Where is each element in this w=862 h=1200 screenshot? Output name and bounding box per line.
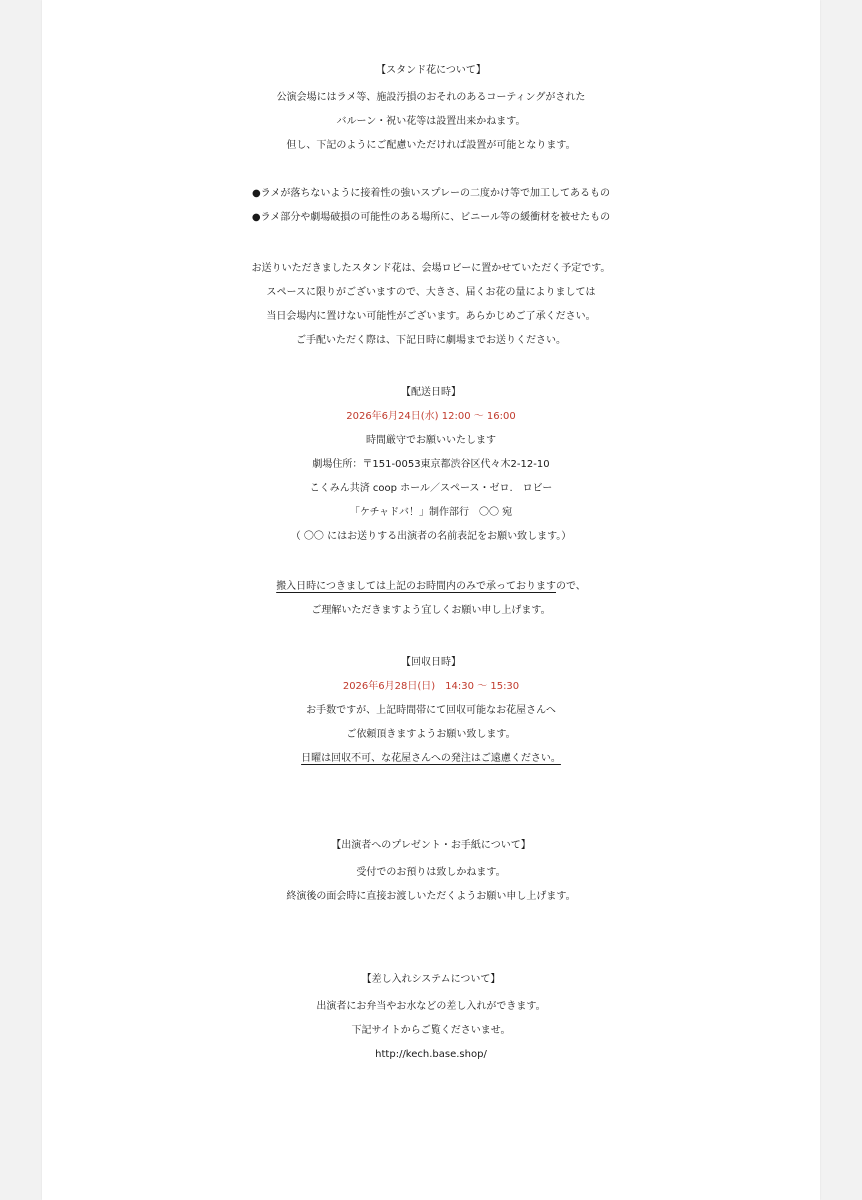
delivery-venue: こくみん共済 coop ホール／スペース・ゼロ. ロビー [309,483,553,494]
gifts-line: 終演後の面会時に直接お渡しいただくようお願い申し上げます。 [286,891,576,902]
stand-flowers-title: 【スタンド花について】 [376,65,486,76]
condition-item: ●ラメ部分や劇場破損の可能性のある場所に、ビニール等の緩衝材を被せたもの [251,212,611,223]
collection-line: お手数ですが、上記時間帯にて回収可能なお花屋さんへ [306,705,556,716]
sashiire-title: 【差し入れシステムについて】 [361,974,501,985]
notice-line: お送りいただきましたスタンド花は、会場ロビーに置かせていただく予定です。 [251,263,611,274]
condition-item: ●ラメが落ちないように接着性の強いスプレーの二度かけ等で加工してあるもの [251,188,611,199]
delivery-line: 時間厳守でお願いいたします [366,435,496,446]
carry-in-tail: ので、 [556,581,586,592]
notice-line: 当日会場内に置けない可能性がございます。あらかじめご了承ください。 [266,311,596,322]
stand-flowers-intro-line: 但し、下記のようにご配慮いただければ設置が可能となります。 [286,140,576,151]
notice-line: スペースに限りがございますので、大きさ、届くお花の量によりましては [266,287,596,298]
sashiire-url[interactable]: http://kech.base.shop/ [375,1049,487,1060]
collection-warning [42,747,820,771]
notice-line: ご手配いただく際は、下記日時に劇場までお送りください。 [296,335,566,346]
sashiire-line: 下記サイトからご覧くださいませ。 [351,1025,511,1036]
delivery-address: 劇場住所：〒151-0053東京都渋谷区代々木2-12-10 [312,459,550,470]
document-page [42,0,820,1200]
collection-heading: 【回収日時】 [401,657,461,668]
carry-in-underlined: 搬入日時につきましては上記のお時間内のみで承っております [276,581,556,592]
document-content [42,0,820,1067]
stand-flowers-intro-line: バルーン・祝い花等は設置出来かねます。 [336,116,526,127]
stand-flowers-intro-line: 公演会場にはラメ等、施設汚損のおそれのあるコーティングがされた [276,92,586,103]
delivery-note: （ 〇〇 にはお送りする出演者の名前表記をお願い致します。） [290,531,572,542]
collection-datetime: 2026年6月28日(日) 14:30 〜 15:30 [342,681,520,692]
sashiire-line: 出演者にお弁当やお水などの差し入れができます。 [316,1001,546,1012]
delivery-recipient: 「ケチャドバ！」制作部行 〇〇 宛 [349,507,513,518]
delivery-datetime: 2026年6月24日(水) 12:00 〜 16:00 [346,411,516,422]
carry-in-line-2: ご理解いただきますよう宜しくお願い申し上げます。 [311,605,551,616]
collection-line: ご依頼頂きますようお願い致します。 [346,729,516,740]
gifts-title: 【出演者へのプレゼント・お手紙について】 [331,840,531,851]
delivery-heading: 【配送日時】 [401,387,461,398]
carry-in-line [42,575,820,599]
gifts-line: 受付でのお預りは致しかねます。 [356,867,506,878]
collection-warning-text: 日曜は回収不可、な花屋さんへの発注はご遠慮ください。 [301,753,561,764]
